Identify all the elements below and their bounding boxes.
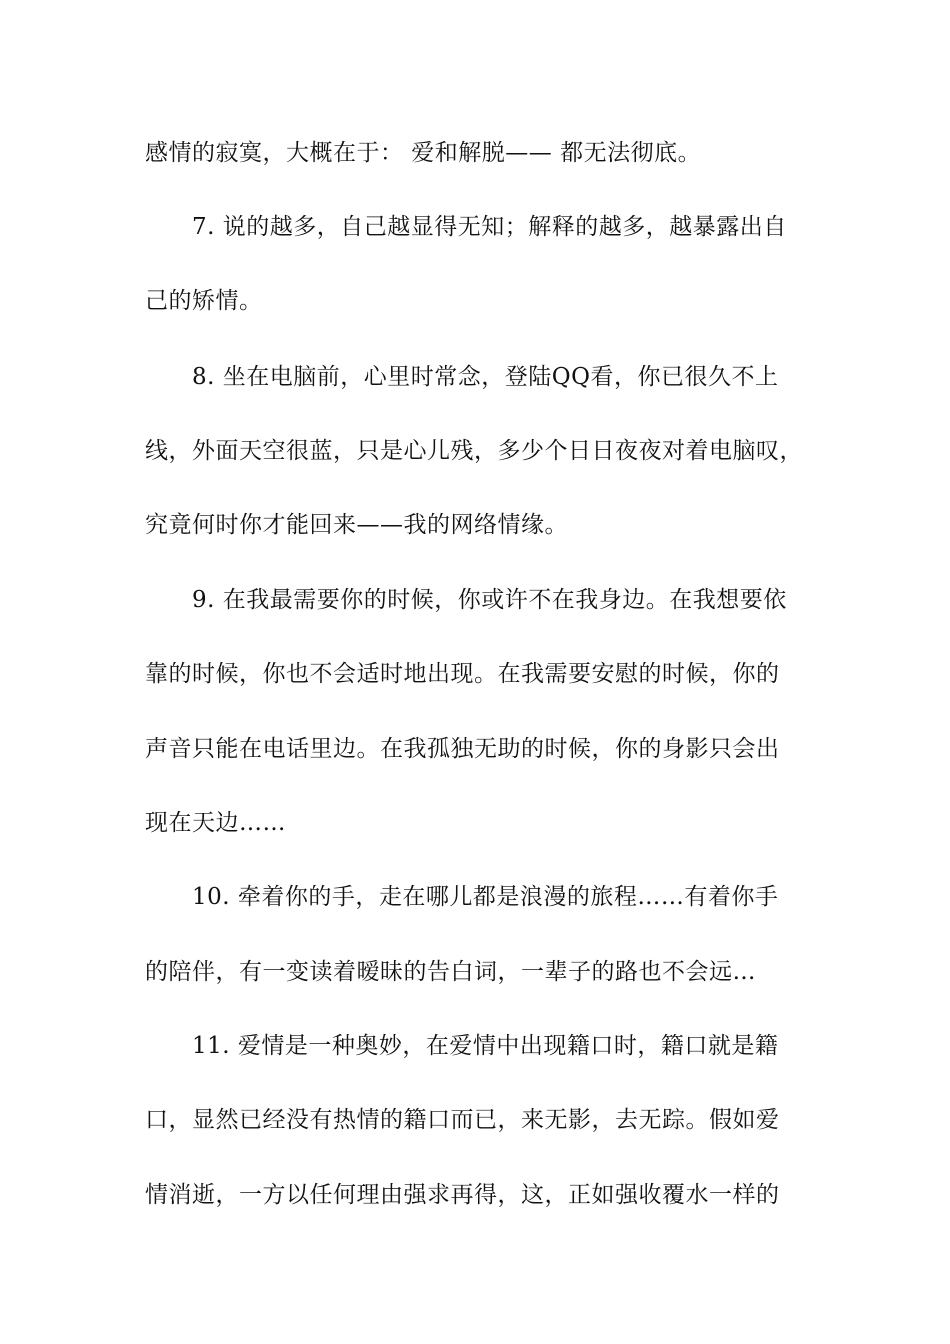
text-line: 声音只能在电话里边。在我孤独无助的时候，你的身影只会出 (145, 736, 780, 762)
text-line: 7. 说的越多，自己越显得无知；解释的越多，越暴露出自 (192, 214, 787, 240)
text-line: 感情的寂寞，大概在于： 爱和解脱—— 都无法彻底。 (145, 140, 702, 166)
text-line: 10. 牵着你的手，走在哪儿都是浪漫的旅程……有着你手 (192, 884, 779, 910)
text-line: 现在天边…… (145, 810, 286, 836)
text-line: 的陪伴，有一变读着暧昧的告白词，一辈子的路也不会远… (145, 959, 756, 985)
text-line: 线，外面天空很蓝，只是心儿残，多少个日日夜夜对着电脑叹， (145, 438, 803, 464)
text-line: 口，显然已经没有热情的籍口而已，来无影，去无踪。假如爱 (145, 1107, 780, 1133)
text-line: 究竟何时你才能回来——我的网络情缘。 (145, 512, 568, 538)
text-line: 靠的时候，你也不会适时地出现。在我需要安慰的时候，你的 (145, 661, 780, 687)
text-line: 11. 爱情是一种奥妙，在爱情中出现籍口时，籍口就是籍 (192, 1033, 779, 1059)
text-line: 9. 在我最需要你的时候，你或许不在我身边。在我想要依 (192, 587, 787, 613)
text-line: 情消逝，一方以任何理由强求再得，这，正如强收覆水一样的 (145, 1182, 780, 1208)
text-line: 8. 坐在电脑前，心里时常念，登陆QQ看，你已很久不上 (192, 364, 779, 390)
text-line: 己的矫情。 (145, 288, 263, 314)
